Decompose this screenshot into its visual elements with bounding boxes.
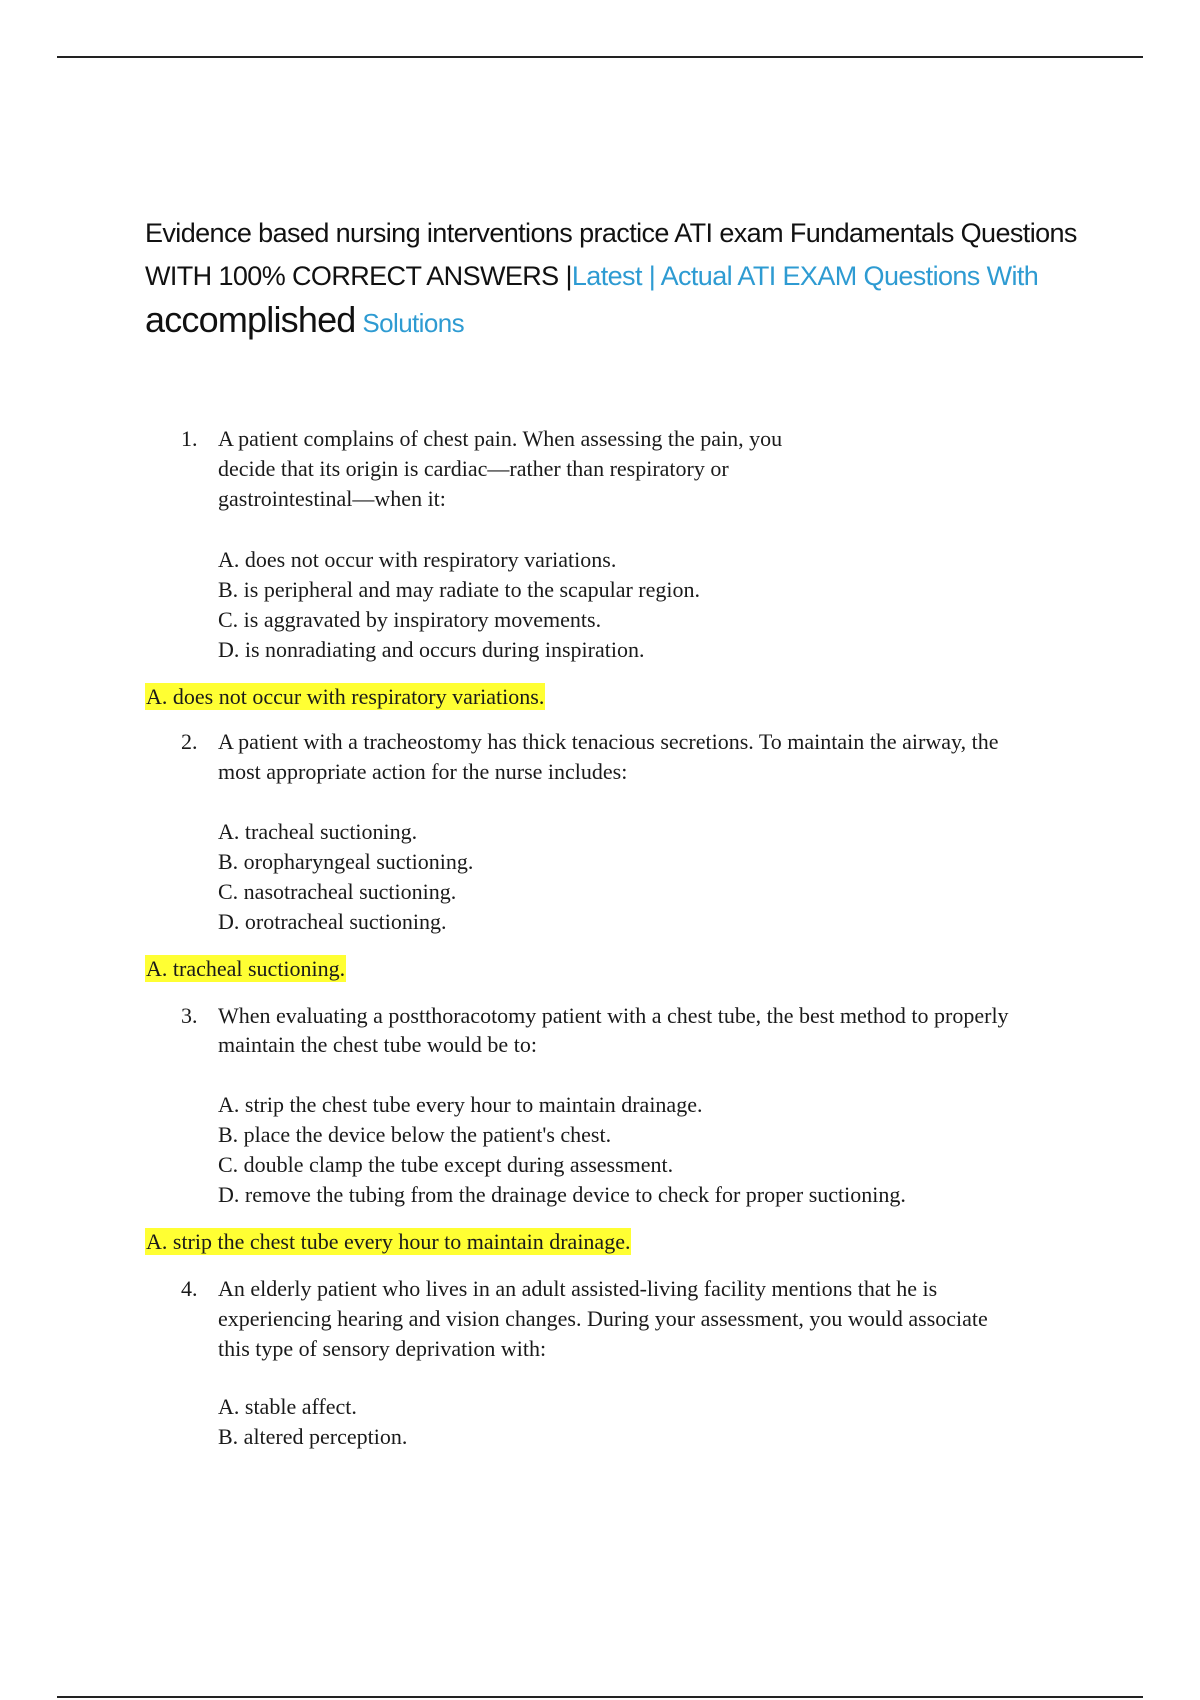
- question-number: 4.: [181, 1276, 198, 1301]
- document-title: [145, 212, 1105, 345]
- question-text-line: maintain the chest tube would be to:: [218, 1032, 537, 1057]
- question-text-line: gastrointestinal—when it:: [218, 486, 446, 511]
- option-a: A. stable affect.: [218, 1394, 357, 1419]
- highlighted-answer: A. tracheal suctioning.: [146, 956, 346, 981]
- option-a: A. tracheal suctioning.: [218, 819, 418, 844]
- question-text-line: this type of sensory deprivation with:: [218, 1336, 547, 1361]
- bottom-rule: [57, 1696, 1143, 1698]
- title-part-1: Evidence based nursing interventions practice ATI exam Fundamentals Questions WITH 100% CORRECT ANSWERS |: [145, 218, 1077, 291]
- question-number: 1.: [181, 426, 198, 451]
- question-text-line: A patient with a tracheostomy has thick tenacious secretions. To maintain the airway, the: [218, 729, 999, 754]
- question-number: 3.: [181, 1003, 198, 1028]
- question-text-line: decide that its origin is cardiac—rather than respiratory or: [218, 456, 729, 481]
- question-text-line: most appropriate action for the nurse includes:: [218, 759, 628, 784]
- option-d: D. remove the tubing from the drainage device to check for proper suctioning.: [218, 1182, 906, 1207]
- title-part-3: accomplished: [145, 299, 356, 340]
- question-text-line: A patient complains of chest pain. When assessing the pain, you: [218, 426, 783, 451]
- title-part-4: Solutions: [362, 308, 464, 338]
- question-text-line: When evaluating a postthoracotomy patient with a chest tube, the best method to properly: [218, 1003, 1009, 1028]
- highlighted-answer: A. strip the chest tube every hour to maintain drainage.: [146, 1229, 631, 1254]
- option-b: B. is peripheral and may radiate to the scapular region.: [218, 577, 700, 602]
- option-b: B. oropharyngeal suctioning.: [218, 849, 474, 874]
- highlighted-answer: A. does not occur with respiratory variations.: [146, 684, 545, 709]
- option-a: A. does not occur with respiratory variations.: [218, 547, 617, 572]
- option-d: D. orotracheal suctioning.: [218, 909, 447, 934]
- top-rule: [57, 56, 1143, 58]
- option-a: A. strip the chest tube every hour to maintain drainage.: [218, 1092, 703, 1117]
- option-d: D. is nonradiating and occurs during inspiration.: [218, 637, 645, 662]
- question-text-line: An elderly patient who lives in an adult assisted-living facility mentions that he is: [218, 1276, 938, 1301]
- title-part-2: Latest | Actual ATI EXAM Questions With: [571, 261, 1039, 291]
- option-c: C. is aggravated by inspiratory movements.: [218, 607, 602, 632]
- option-c: C. nasotracheal suctioning.: [218, 879, 457, 904]
- question-number: 2.: [181, 729, 198, 754]
- option-b: B. altered perception.: [218, 1424, 408, 1449]
- option-b: B. place the device below the patient's chest.: [218, 1122, 612, 1147]
- option-c: C. double clamp the tube except during assessment.: [218, 1152, 674, 1177]
- question-text-line: experiencing hearing and vision changes. During your assessment, you would associate: [218, 1306, 988, 1331]
